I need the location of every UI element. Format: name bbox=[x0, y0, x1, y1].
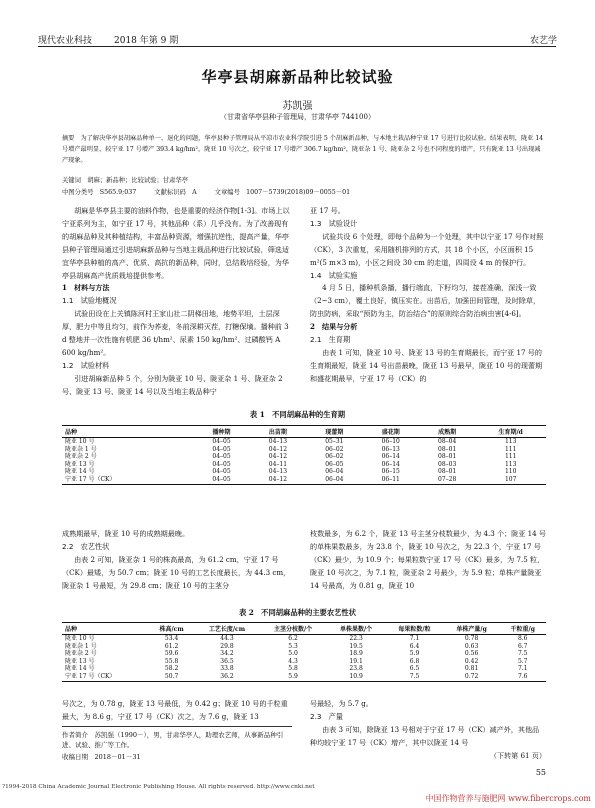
section-heading: 2.2 农艺性状 bbox=[62, 541, 110, 551]
left-column-middle bbox=[62, 528, 292, 593]
table-cell: 0.56 bbox=[464, 650, 479, 658]
column-header: 现蕾期 bbox=[306, 426, 362, 438]
table-cell: 陇亚杂 1 号 bbox=[65, 642, 97, 650]
table-row bbox=[62, 650, 546, 658]
table-row bbox=[62, 461, 546, 469]
column-header: 单株产量/g bbox=[444, 623, 500, 635]
table-cell: 06–11 bbox=[363, 476, 419, 484]
received-date: 收稿日期 2018－01－31 bbox=[62, 753, 141, 761]
body-paragraph: 4 月 5 日，播种机条播，播行端直，下籽均匀，接茬准确，深浅一致（2~3 cm），覆土良好，镇压实在。出苗后，加强田间管理，及时除草，防虫防病，采取“预防为主，防治结合”的原则综合防治病虫害[4-6]。 bbox=[310, 283, 541, 319]
table-cell: 55.8 bbox=[164, 657, 179, 665]
section-heading: 1.1 试验地概况 bbox=[62, 296, 117, 306]
body-paragraph: 号最轻，为 5.7 g。 bbox=[310, 699, 373, 708]
table-cell: 08–01 bbox=[438, 468, 457, 476]
table-cell: 107 bbox=[475, 476, 546, 484]
article-number: 文章编号 1007－5739(2018)09－0055－01 bbox=[214, 189, 351, 196]
table-cell: 22.3 bbox=[349, 635, 363, 642]
article-title: 华亭县胡麻新品种比较试验 bbox=[201, 68, 394, 86]
table-cell: 5.7 bbox=[517, 657, 528, 665]
table-cell: 08–04 bbox=[438, 438, 457, 445]
table-cell: 04–05 bbox=[212, 438, 231, 445]
table-row bbox=[62, 658, 546, 666]
table-cell: 5.8 bbox=[288, 665, 298, 673]
section-heading: 1.2 试验材料 bbox=[62, 360, 110, 370]
table-cell: 5.3 bbox=[288, 642, 298, 650]
table-cell: 7.1 bbox=[409, 635, 420, 642]
table-cell: 06–02 bbox=[325, 453, 344, 461]
table-cell: 110 bbox=[504, 468, 517, 476]
table-cell: 7.5 bbox=[517, 650, 528, 658]
journal-name: 现代农业科技 bbox=[38, 36, 93, 46]
table-cell: 08–03 bbox=[438, 460, 457, 468]
table-cell: 4.3 bbox=[288, 657, 298, 665]
body-paragraph: 由表 1 可知，陇亚 10 号、陇亚 13 号的生育期最长，而宁亚 17 号的生育期最短，陇亚 14 号出苗最晚，陇亚 13 号最早，陇亚 10 号的现蕾期和盛花期最早，宁亚 17 号（CK）的 bbox=[310, 347, 543, 383]
table-cell: 陇亚 10 号 bbox=[65, 635, 95, 642]
footnote-rule bbox=[62, 726, 292, 727]
copyright-line: ?1994-2018 China Academic Journal Electronic Publishing House. All rights reserved. http://www.cnki.net bbox=[2, 784, 315, 790]
table-cell: 8.6 bbox=[517, 635, 528, 642]
table-cell: 6.8 bbox=[409, 657, 420, 665]
column-header: 主茎分枝数/个 bbox=[259, 623, 327, 635]
table-cell: 58.2 bbox=[164, 665, 179, 673]
abstract: 摘要 为了解决华亭县胡麻品种单一、退化的问题，华亭县种子管理局从平凉市农业科学院引进 5 个胡麻新品种，与本地主栽品种宁亚 17 号进行比较试验。结果表明，陇亚 14 号增产最明显，较宁亚 17 号增产 393.4 kg/hm²，陇亚 10 号次之，较宁亚 17 号增产 306.7 kg/hm²，陇亚杂 1 号、陇亚杂 2 号也不同程度的增产，只有陇亚 13 号出现减产现象。 bbox=[62, 135, 544, 164]
table-cell: 07–28 bbox=[419, 476, 475, 484]
table-cell: 29.8 bbox=[220, 642, 234, 650]
right-column-top bbox=[310, 205, 546, 386]
author-note: 作者简介 苏凯强（1990－），男，甘肃华亭人，助理农艺师，从事新品种引进、试验、推广等工作。 bbox=[62, 731, 284, 749]
table2 bbox=[62, 622, 546, 682]
table-cell: 6.5 bbox=[409, 665, 420, 673]
table-cell: 陇亚杂 2 号 bbox=[65, 453, 97, 461]
table-cell: 宁亚 17 号（CK） bbox=[62, 476, 193, 484]
watermark: 中国作物营养与施肥网 www.fibercrops.com bbox=[425, 794, 591, 803]
table-cell: 0.63 bbox=[464, 642, 479, 650]
table-cell: 7.1 bbox=[517, 665, 528, 673]
table-row bbox=[62, 453, 546, 461]
table-cell: 陇亚 10 号 bbox=[65, 438, 95, 445]
table-cell: 06–14 bbox=[381, 453, 400, 461]
table-cell: 6.7 bbox=[517, 642, 528, 650]
table-cell: 6.2 bbox=[288, 635, 298, 642]
column-header: 播种期 bbox=[193, 426, 249, 438]
table-cell: 18.9 bbox=[349, 650, 363, 658]
table-cell: 33.8 bbox=[220, 665, 234, 673]
article-author: 苏凯强 bbox=[282, 101, 313, 112]
table-row bbox=[62, 635, 546, 643]
table-cell: 04–05 bbox=[212, 460, 231, 468]
column-header: 品种 bbox=[62, 426, 193, 438]
table-row bbox=[62, 438, 546, 446]
body-paragraph: 由表 3 可知，除陇亚 13 号相对于宁亚 17 号（CK）减产外，其他品种均较宁亚 17 号（CK）增产，其中以陇亚 14 号 bbox=[310, 724, 540, 747]
table-cell: 113 bbox=[504, 460, 517, 468]
section-heading: 2.1 生育期 bbox=[310, 335, 351, 345]
right-column-bottom bbox=[310, 698, 546, 763]
column-header: 盛花期 bbox=[363, 426, 419, 438]
table2-caption: 表 2 不同胡麻品种的主要农艺性状 bbox=[238, 608, 357, 617]
table-cell: 0.42 bbox=[464, 657, 479, 665]
table-cell: 06–04 bbox=[306, 476, 362, 484]
table-cell: 06–15 bbox=[381, 468, 400, 476]
table-cell: 19.5 bbox=[349, 642, 363, 650]
body-paragraph: （下转第 61 页） bbox=[489, 750, 546, 760]
table-cell: 23.8 bbox=[349, 665, 363, 673]
body-paragraph: 亚 17 号。 bbox=[310, 206, 345, 215]
table-cell: 陇亚杂 1 号 bbox=[65, 445, 97, 453]
column-header: 出苗期 bbox=[250, 426, 306, 438]
column-header: 千粒重/g bbox=[499, 623, 546, 635]
table-cell: 08–01 bbox=[438, 445, 457, 453]
table-header-row bbox=[62, 426, 546, 438]
table1-caption: 表 1 不同胡麻品种的生育期 bbox=[249, 410, 346, 419]
column-header: 工艺长度/cm bbox=[195, 623, 260, 635]
section-heading: 1 材料与方法 bbox=[62, 283, 110, 293]
section-heading: 2.3 产量 bbox=[310, 711, 343, 721]
table-cell: 陇亚杂 2 号 bbox=[65, 650, 97, 658]
table-cell: 06–14 bbox=[381, 460, 400, 468]
table-cell: 04–12 bbox=[268, 445, 288, 453]
table-row bbox=[62, 643, 546, 651]
table-cell: 50.7 bbox=[148, 673, 194, 681]
table-cell: 04–13 bbox=[268, 438, 288, 445]
section-heading: 1.4 试验实施 bbox=[310, 270, 358, 280]
table-row bbox=[62, 468, 546, 476]
table-cell: 08–01 bbox=[438, 453, 457, 461]
header-rule bbox=[38, 46, 556, 47]
table-cell: 04–05 bbox=[212, 468, 231, 476]
table-cell: 04–12 bbox=[250, 476, 306, 484]
page-number: 55 bbox=[535, 768, 546, 777]
table-cell: 04–13 bbox=[268, 468, 288, 476]
table-cell: 36.5 bbox=[220, 657, 234, 665]
table-cell: 0.81 bbox=[464, 665, 479, 673]
table-cell: 5.0 bbox=[288, 650, 298, 658]
body-paragraph: 引进胡麻新品种 5 个，分别为陇亚 10 号、陇亚杂 1 号、陇亚杂 2 号、陇亚 13 号、陇亚 14 号以及当地主栽品种宁 bbox=[62, 373, 283, 396]
body-paragraph: 胡麻是华亭县主要的油料作物，也是重要的经济作物[1-3]。市场上以宁亚系列为主，如宁亚 17 号，其他品种（系）几乎没有。为了改善现有的胡麻品种及其种植结构，丰富品种资源，增强抗逆性，提高产量，华亭县种子管理局通过引进胡麻新品种与当地主栽品种进行比较试验，筛选适宜华亭县种植的高产、优质、高抗的新品种，同时，总结栽培经验，为华亭县胡麻高产优质栽培提供参考。 bbox=[62, 206, 290, 280]
table-cell: 06–13 bbox=[381, 445, 400, 453]
column-header: 成熟期 bbox=[419, 426, 475, 438]
table-cell: 06–05 bbox=[325, 460, 344, 468]
table-cell: 06–02 bbox=[325, 445, 344, 453]
column-header: 每果粒数/粒 bbox=[385, 623, 443, 635]
issue-label: 2018 年第 9 期 bbox=[114, 36, 179, 46]
table-cell: 04–11 bbox=[268, 460, 288, 468]
table-cell: 0.72 bbox=[444, 673, 500, 681]
body-paragraph: 成熟期最早，陇亚 10 号的成熟期最晚。 bbox=[62, 529, 190, 538]
clc-number: 中图分类号 S565.9;037 bbox=[62, 189, 137, 196]
table-cell: 5.9 bbox=[409, 650, 420, 658]
table1 bbox=[62, 425, 546, 485]
table-cell: 34.2 bbox=[220, 650, 234, 658]
table-cell: 04–05 bbox=[193, 476, 249, 484]
column-header: 株高/cm bbox=[148, 623, 194, 635]
table-cell: 7.6 bbox=[499, 673, 546, 681]
body-paragraph: 枝数最多，为 6.2 个，陇亚 13 号主茎分枝数最少，为 4.3 个；陇亚 14 号的单株果数最多，为 23.8 个，陇亚 10 号次之，为 22.3 个，宁亚 17 号（CK）最少，为 10.9 个；每果粒数宁亚 17 号（CK）最多，为 7.5 粒，陇亚 10 号次之，为 7.1 粒，陇亚杂 2 号最少，为 5.9 粒；单株产量陇亚 14 号最高，为 0.81 g，陇亚 10 bbox=[310, 529, 546, 590]
table-row bbox=[62, 665, 546, 673]
left-column-top bbox=[62, 205, 292, 399]
keywords: 关键词 胡麻；新品种；比较试验；甘肃华亭 bbox=[62, 177, 188, 184]
table-cell: 53.4 bbox=[164, 635, 179, 642]
table-cell: 111 bbox=[504, 445, 517, 453]
table-cell: 宁亚 17 号（CK） bbox=[62, 673, 148, 681]
table-cell: 陇亚 14 号 bbox=[65, 665, 95, 673]
column-header: 单株果数/个 bbox=[327, 623, 385, 635]
table-cell: 7.5 bbox=[385, 673, 443, 681]
section-heading: 1.3 试验设计 bbox=[310, 218, 358, 228]
table-cell: 04–12 bbox=[268, 453, 288, 461]
section-label: 农艺学 bbox=[529, 36, 557, 46]
column-header: 品种 bbox=[62, 623, 148, 635]
table-cell: 陇亚 14 号 bbox=[65, 468, 95, 476]
table-cell: 5.9 bbox=[259, 673, 327, 681]
table-row bbox=[62, 476, 546, 484]
body-paragraph: 号次之，为 0.78 g，陇亚 13 号最低，为 0.42 g；陇亚 10 号的千粒重最大，为 8.6 g，宁亚 17 号（CK）次之，为 7.6 g，陇亚 13 bbox=[62, 699, 288, 721]
body-paragraph: 试验田设在上关镇陈河村王家山社二阴梯田地，地势平坦，土层深厚，肥力中等且均匀，前作为荞麦，冬前深耕灭茬，打糖保墒。播种前 3 d 整地并一次性施有机肥 36 t/hm²、尿素 150 kg/hm²、过磷酸钙 A 600 kg/hm²。 bbox=[62, 309, 289, 357]
table-cell: 111 bbox=[504, 453, 517, 461]
table-cell: 44.3 bbox=[220, 635, 234, 642]
table-row bbox=[62, 673, 546, 681]
table-row bbox=[62, 446, 546, 454]
table-cell: 陇亚 13 号 bbox=[65, 460, 95, 468]
section-heading: 2 结果与分析 bbox=[310, 322, 358, 332]
table-cell: 10.9 bbox=[327, 673, 385, 681]
column-header: 生育期/d bbox=[475, 426, 546, 438]
table-cell: 06–10 bbox=[381, 438, 400, 445]
table-cell: 36.2 bbox=[195, 673, 260, 681]
classification-line bbox=[62, 187, 546, 196]
table-cell: 04–05 bbox=[212, 453, 231, 461]
author-affiliation: （甘肃省华亭县种子管理局，甘肃华亭 744100） bbox=[220, 113, 375, 121]
table-header-row bbox=[62, 623, 546, 635]
table-cell: 6.4 bbox=[409, 642, 420, 650]
table-cell: 59.6 bbox=[164, 650, 179, 658]
body-paragraph: 由表 2 可知，陇亚杂 1 号的株高最高，为 61.2 cm，宁亚 17 号（CK）最矮，为 50.7 cm；陇亚 10 号的工艺长度最长，为 44.3 cm，陇亚杂 1 号最短，为 29.8 cm；陇亚 10 号的主茎分 bbox=[62, 554, 291, 590]
left-column-bottom bbox=[62, 698, 292, 724]
table-cell: 05–31 bbox=[325, 438, 344, 445]
document-code: 文献标识码 A bbox=[154, 189, 197, 196]
table-cell: 61.2 bbox=[164, 642, 179, 650]
table-cell: 19.1 bbox=[349, 657, 363, 665]
table-cell: 113 bbox=[504, 438, 517, 445]
table-cell: 陇亚 13 号 bbox=[65, 657, 95, 665]
table-cell: 0.78 bbox=[464, 635, 479, 642]
table-cell: 06–04 bbox=[325, 468, 344, 476]
table-cell: 04–05 bbox=[212, 445, 231, 453]
right-column-middle bbox=[310, 528, 546, 593]
body-paragraph: 试验共设 6 个处理，即每个品种为一个处理，其中以宁亚 17 号作对照（CK），3 次重复，采用随机排列的方式，共 18 个小区，小区面积 15 m²(5 m×3 m)，小区之间设 30 cm 的走道，四周设 4 m 的保护行。 bbox=[310, 231, 544, 267]
